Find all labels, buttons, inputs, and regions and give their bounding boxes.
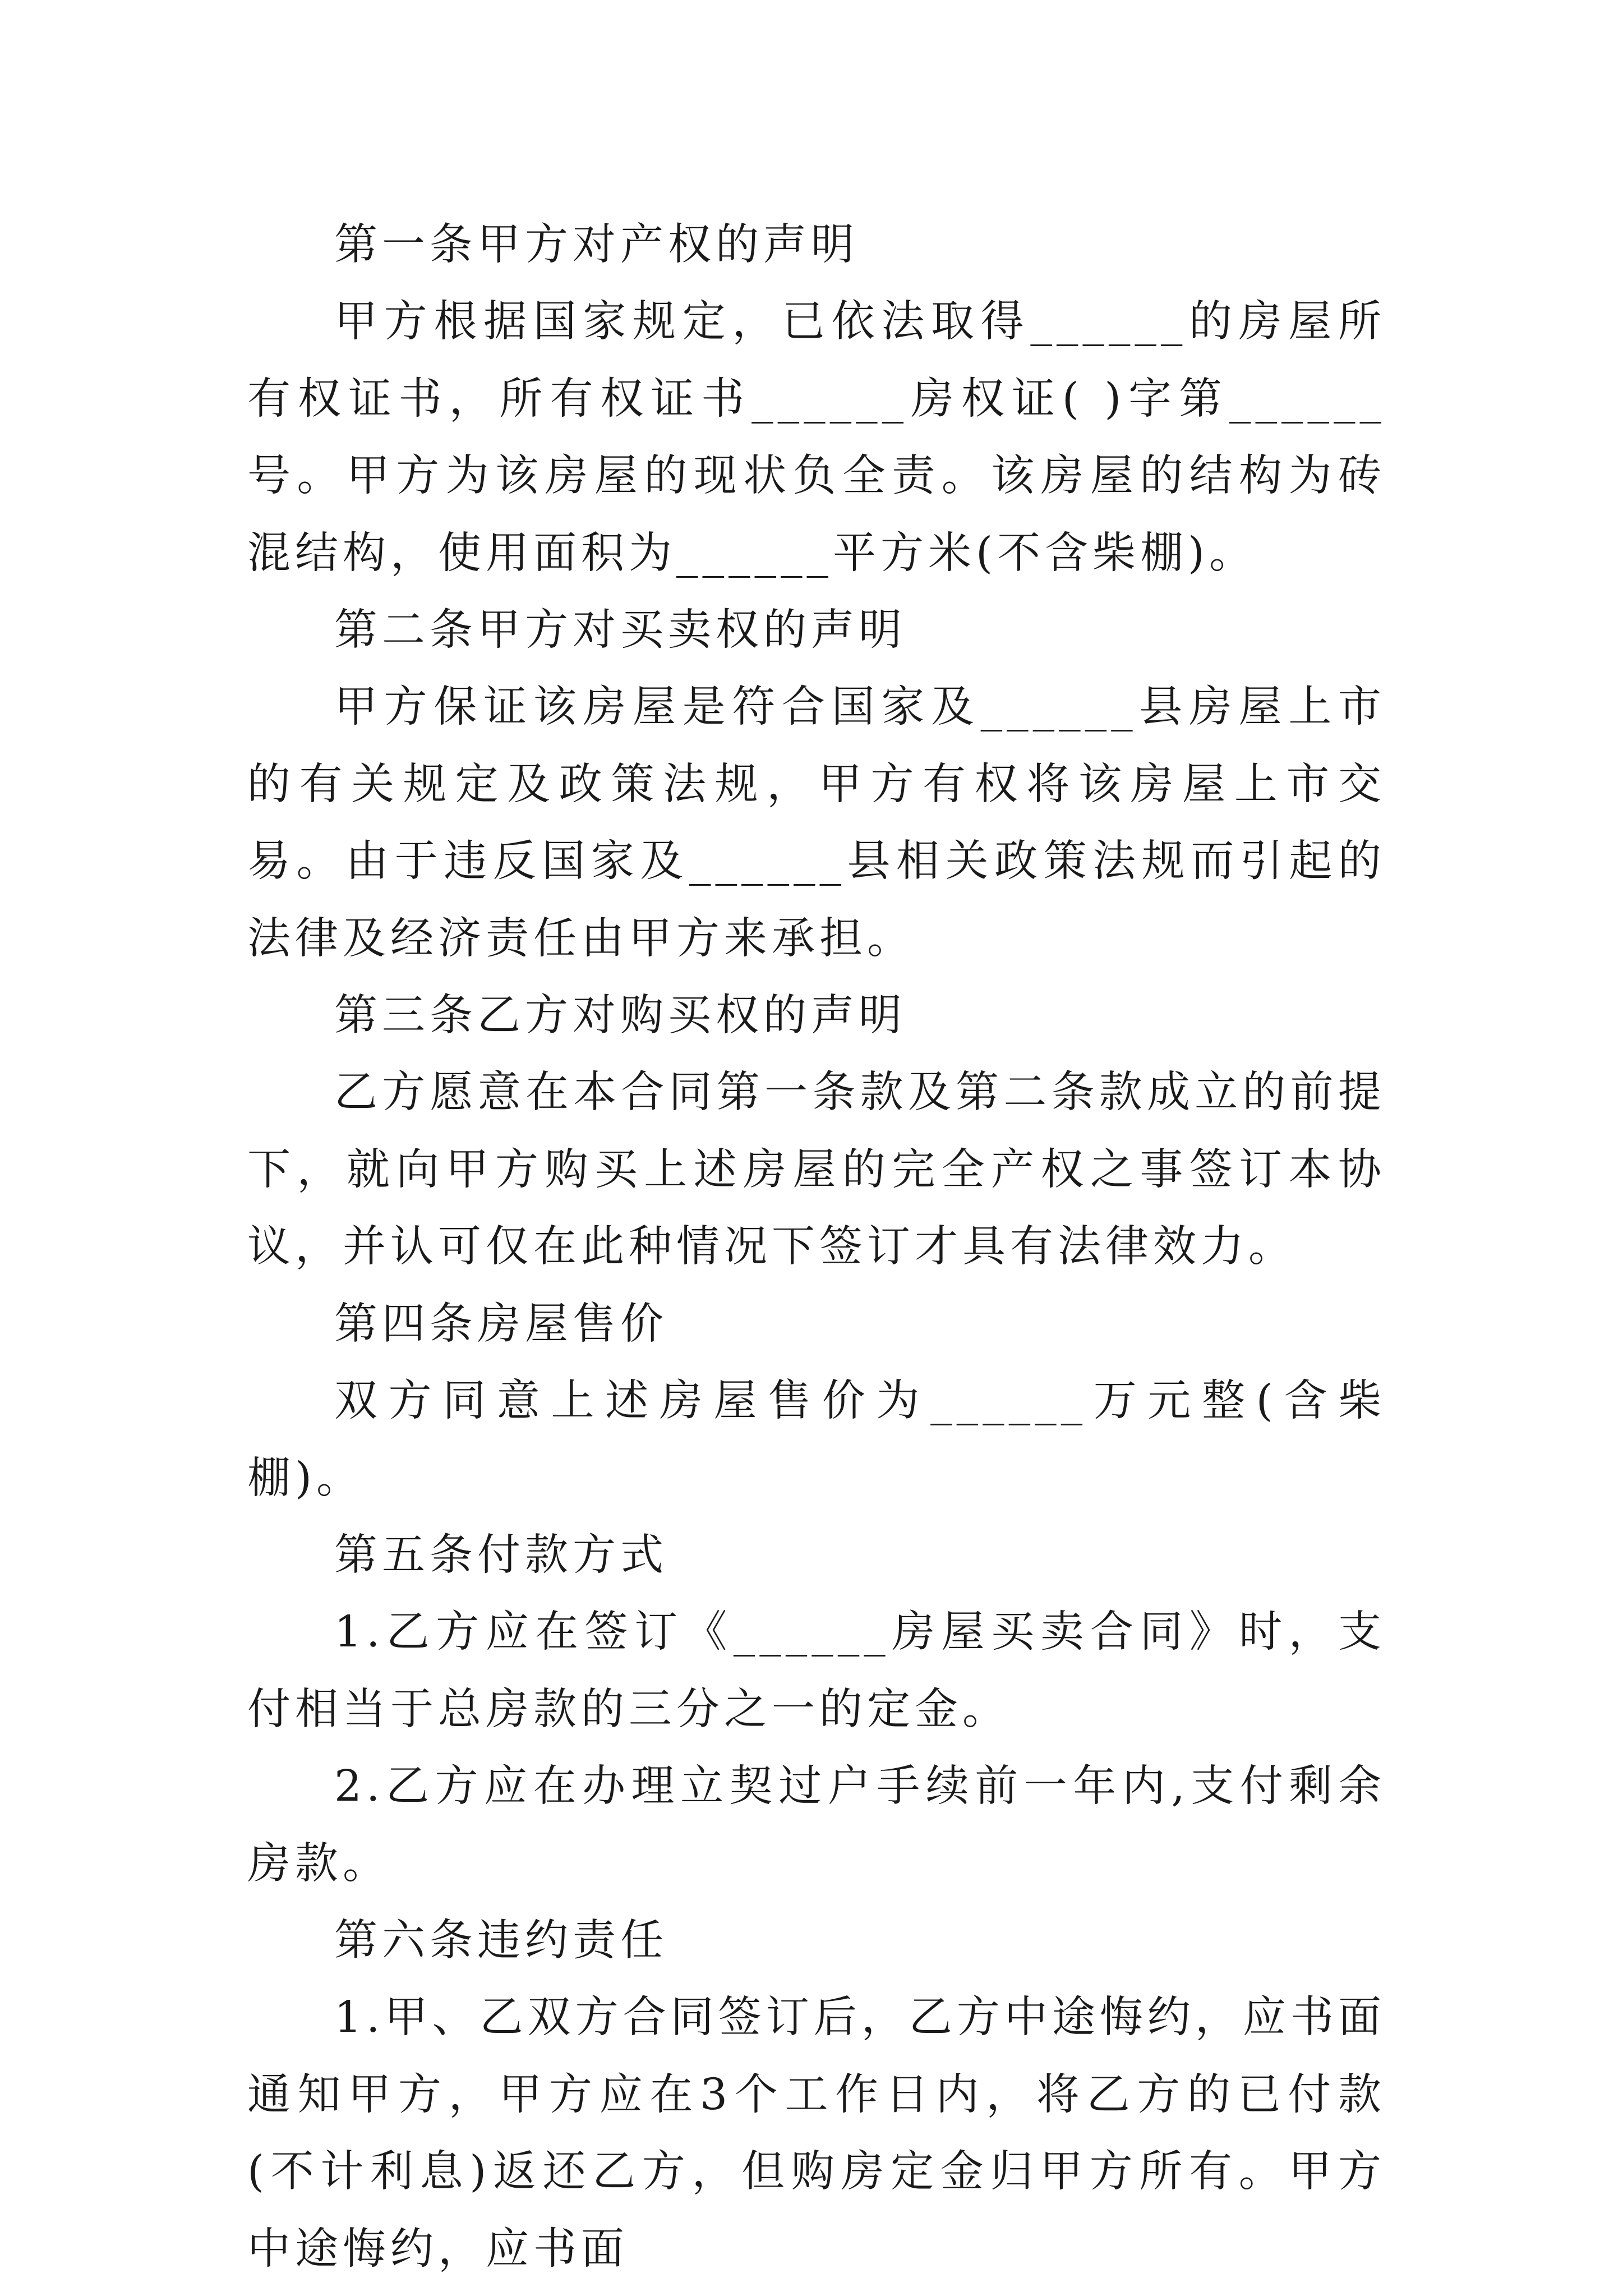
section-4-heading: 第四条房屋售价 <box>334 1299 668 1349</box>
section-1-heading: 第一条甲方对产权的声明 <box>334 220 859 270</box>
section-4-paragraph-1: 双方同意上述房屋售价为______万元整(含柴棚)。 <box>247 1376 1386 1503</box>
section-6-heading: 第六条违约责任 <box>334 1915 668 1966</box>
section-3-heading: 第三条乙方对购买权的声明 <box>334 991 906 1041</box>
section-5-heading: 第五条付款方式 <box>334 1530 668 1580</box>
section-2-heading: 第二条甲方对买卖权的声明 <box>334 605 906 656</box>
section-2-paragraph-1: 甲方保证该房屋是符合国家及______县房屋上市的有关规定及政策法规，甲方有权将该房屋上市交易。由于违反国家及______县相关政策法规而引起的法律及经济责任由甲方来承担。 <box>247 682 1386 964</box>
section-3-paragraph-1: 乙方愿意在本合同第一条款及第二条款成立的前提下，就向甲方购买上述房屋的完全产权之事签订本协议，并认可仅在此种情况下签订才具有法律效力。 <box>247 1068 1386 1272</box>
section-1-paragraph-1: 甲方根据国家规定，已依法取得______的房屋所有权证书，所有权证书______房权证( )字第______号。甲方为该房屋的现状负全责。该房屋的结构为砖混结构，使用面积为______平方米(不含柴棚)。 <box>247 297 1386 578</box>
section-5-paragraph-1: 1.乙方应在签订《______房屋买卖合同》时，支付相当于总房款的三分之一的定金。 <box>247 1607 1386 1734</box>
contract-body <box>247 206 1386 2288</box>
section-5-paragraph-2: 2.乙方应在办理立契过户手续前一年内,支付剩余房款。 <box>247 1761 1386 1889</box>
section-6-paragraph-1: 1.甲、乙双方合同签订后，乙方中途悔约，应书面通知甲方，甲方应在3个工作日内，将乙方的已付款(不计利息)返还乙方，但购房定金归甲方所有。甲方中途悔约，应书面 <box>247 1993 1386 2274</box>
